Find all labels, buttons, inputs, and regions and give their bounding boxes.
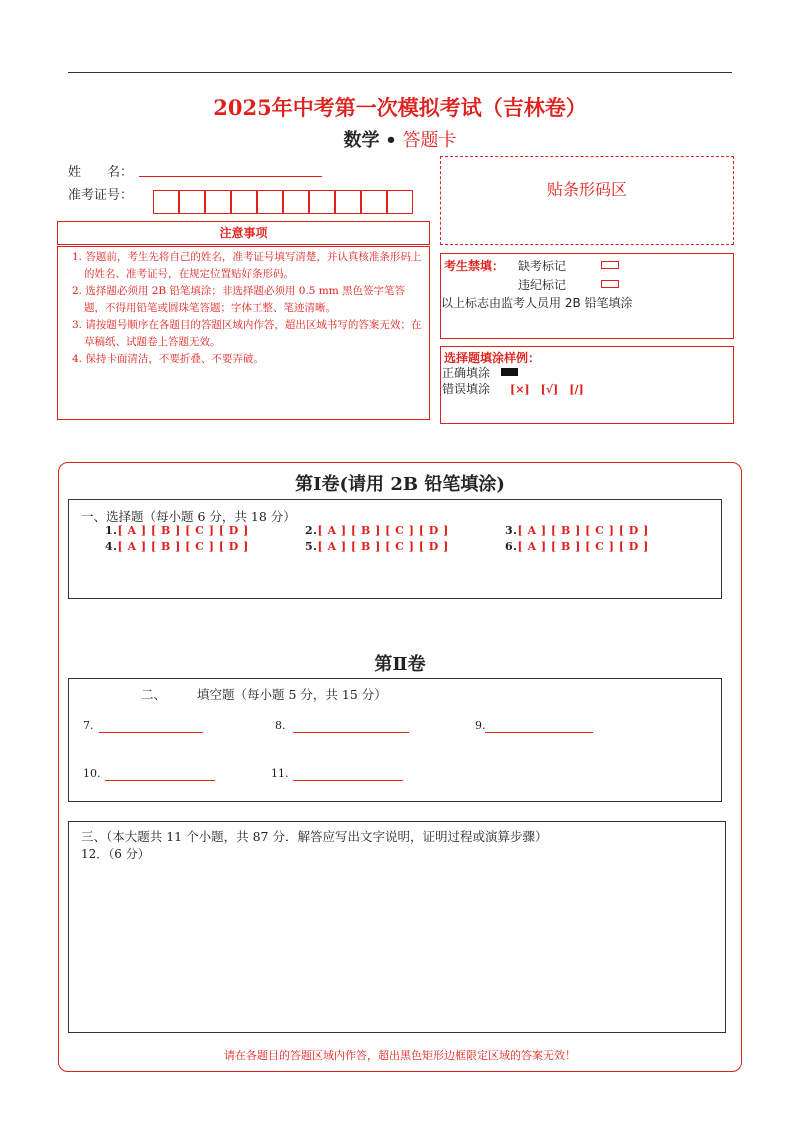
proctor-note: 以上标志由监考人员用 2B 铅笔填涂 <box>441 296 633 310</box>
mcq-question-1[interactable] <box>105 524 249 537</box>
question-12-label: 12．（6 分） <box>81 847 150 861</box>
question-options[interactable]: [ A ] [ B ] [ C ] [ D ] <box>317 524 449 537</box>
part1-title: 第Ⅰ卷(请用 2B 铅笔填涂) <box>295 474 505 495</box>
question-options[interactable]: [ A ] [ B ] [ C ] [ D ] <box>517 524 649 537</box>
page-subtitle <box>0 126 800 152</box>
fill-blank-10[interactable] <box>105 780 215 781</box>
question-options[interactable]: [ A ] [ B ] [ C ] [ D ] <box>317 540 449 553</box>
exam-id-label: 准考证号： <box>68 188 134 203</box>
exam-id-box[interactable] <box>153 190 179 214</box>
mcq-question-4[interactable] <box>105 540 249 553</box>
footer-warning: 请在各题目的答题区域内作答，超出黑色矩形边框限定区域的答案无效！ <box>224 1049 576 1062</box>
question-number: 4. <box>105 540 118 553</box>
exam-id-box[interactable] <box>283 190 309 214</box>
exam-id-box[interactable] <box>309 190 335 214</box>
mcq-question-3[interactable] <box>505 524 649 537</box>
proctor-box <box>440 253 734 339</box>
wrong-label: 错误填涂 <box>442 382 491 396</box>
part2-title: 第Ⅱ卷 <box>374 654 426 675</box>
correct-label: 正确填涂 <box>442 366 491 380</box>
fill-blank-8[interactable] <box>293 732 409 733</box>
question-options[interactable]: [ A ] [ B ] [ C ] [ D ] <box>517 540 649 553</box>
notice-item: 2. 选择题必须用 2B 铅笔填涂；非选择题必须用 0.5 mm 黑色签字笔答题，不得用铅笔或圆珠笔答题；字体工整、笔迹清晰。 <box>72 285 406 314</box>
fill-blank-9[interactable] <box>485 732 593 733</box>
violation-label: 违纪标记 <box>518 278 567 292</box>
exam-id-box[interactable] <box>205 190 231 214</box>
top-rule <box>68 72 732 73</box>
notice-item: 3. 请按题号顺序在各题目的答题区域内作答，超出区域书写的答案无效；在草稿纸、试题卷上答题无效。 <box>72 319 422 348</box>
wrong-sample-marks: [×] [√] [/] <box>510 383 584 396</box>
subtitle-dot: • <box>385 130 397 151</box>
fill-number-9: 9. <box>475 719 486 732</box>
sample-box <box>440 346 734 424</box>
filled-sample-mark <box>501 368 518 376</box>
question-number: 2. <box>305 524 318 537</box>
fill-number-10: 10. <box>83 767 101 780</box>
violation-mark-box[interactable] <box>601 280 619 288</box>
exam-id-box[interactable] <box>361 190 387 214</box>
mcq-section <box>68 499 722 599</box>
mcq-question-2[interactable] <box>305 524 449 537</box>
fill-title: 填空题（每小题 5 分，共 15 分） <box>197 687 387 702</box>
exam-id-box[interactable] <box>387 190 413 214</box>
card-label: 答题卡 <box>402 130 457 151</box>
fill-section <box>68 678 722 802</box>
absent-label: 缺考标记 <box>518 259 567 273</box>
exam-id-box[interactable] <box>179 190 205 214</box>
exam-id-box[interactable] <box>257 190 283 214</box>
fill-number-11: 11. <box>271 767 289 780</box>
question-number: 1. <box>105 524 118 537</box>
exam-id-box[interactable] <box>231 190 257 214</box>
notice-list <box>57 246 430 420</box>
notice-title: 注意事项 <box>57 221 430 245</box>
fill-number-7: 7. <box>83 719 94 732</box>
question-options[interactable]: [ A ] [ B ] [ C ] [ D ] <box>117 540 249 553</box>
answer-section-title: 三、（本大题共 11 个小题，共 87 分．解答应写出文字说明，证明过程或演算步骤） <box>81 829 548 844</box>
sample-title: 选择题填涂样例： <box>444 351 541 365</box>
notice-item: 4. 保持卡面清洁，不要折叠、不要弄破。 <box>72 353 264 365</box>
question-number: 6. <box>505 540 518 553</box>
name-field[interactable] <box>139 176 322 177</box>
answer-section[interactable] <box>68 821 726 1033</box>
fill-blank-11[interactable] <box>293 780 403 781</box>
question-options[interactable]: [ A ] [ B ] [ C ] [ D ] <box>117 524 249 537</box>
absent-mark-box[interactable] <box>601 261 619 269</box>
fill-title-number: 二、 <box>141 687 167 702</box>
barcode-label: 贴条形码区 <box>546 180 627 199</box>
fill-blank-7[interactable] <box>99 732 203 733</box>
notice-item: 1. 答题前，考生先将自己的姓名，准考证号填写清楚，并认真核准条形码上的姓名、准考证号，在规定位置贴好条形码。 <box>72 251 422 280</box>
exam-id-box[interactable] <box>335 190 361 214</box>
question-number: 3. <box>505 524 518 537</box>
barcode-area <box>440 156 734 245</box>
name-label: 姓 名： <box>68 165 134 180</box>
fill-number-8: 8. <box>275 719 286 732</box>
page-title: 2025年中考第一次模拟考试（吉林卷） <box>213 95 587 120</box>
question-number: 5. <box>305 540 318 553</box>
subject-label: 数学 <box>343 130 380 151</box>
forbidden-label: 考生禁填： <box>444 259 505 273</box>
mcq-question-6[interactable] <box>505 540 649 553</box>
mcq-title: 一、选择题（每小题 6 分，共 18 分） <box>81 509 296 524</box>
mcq-question-5[interactable] <box>305 540 449 553</box>
